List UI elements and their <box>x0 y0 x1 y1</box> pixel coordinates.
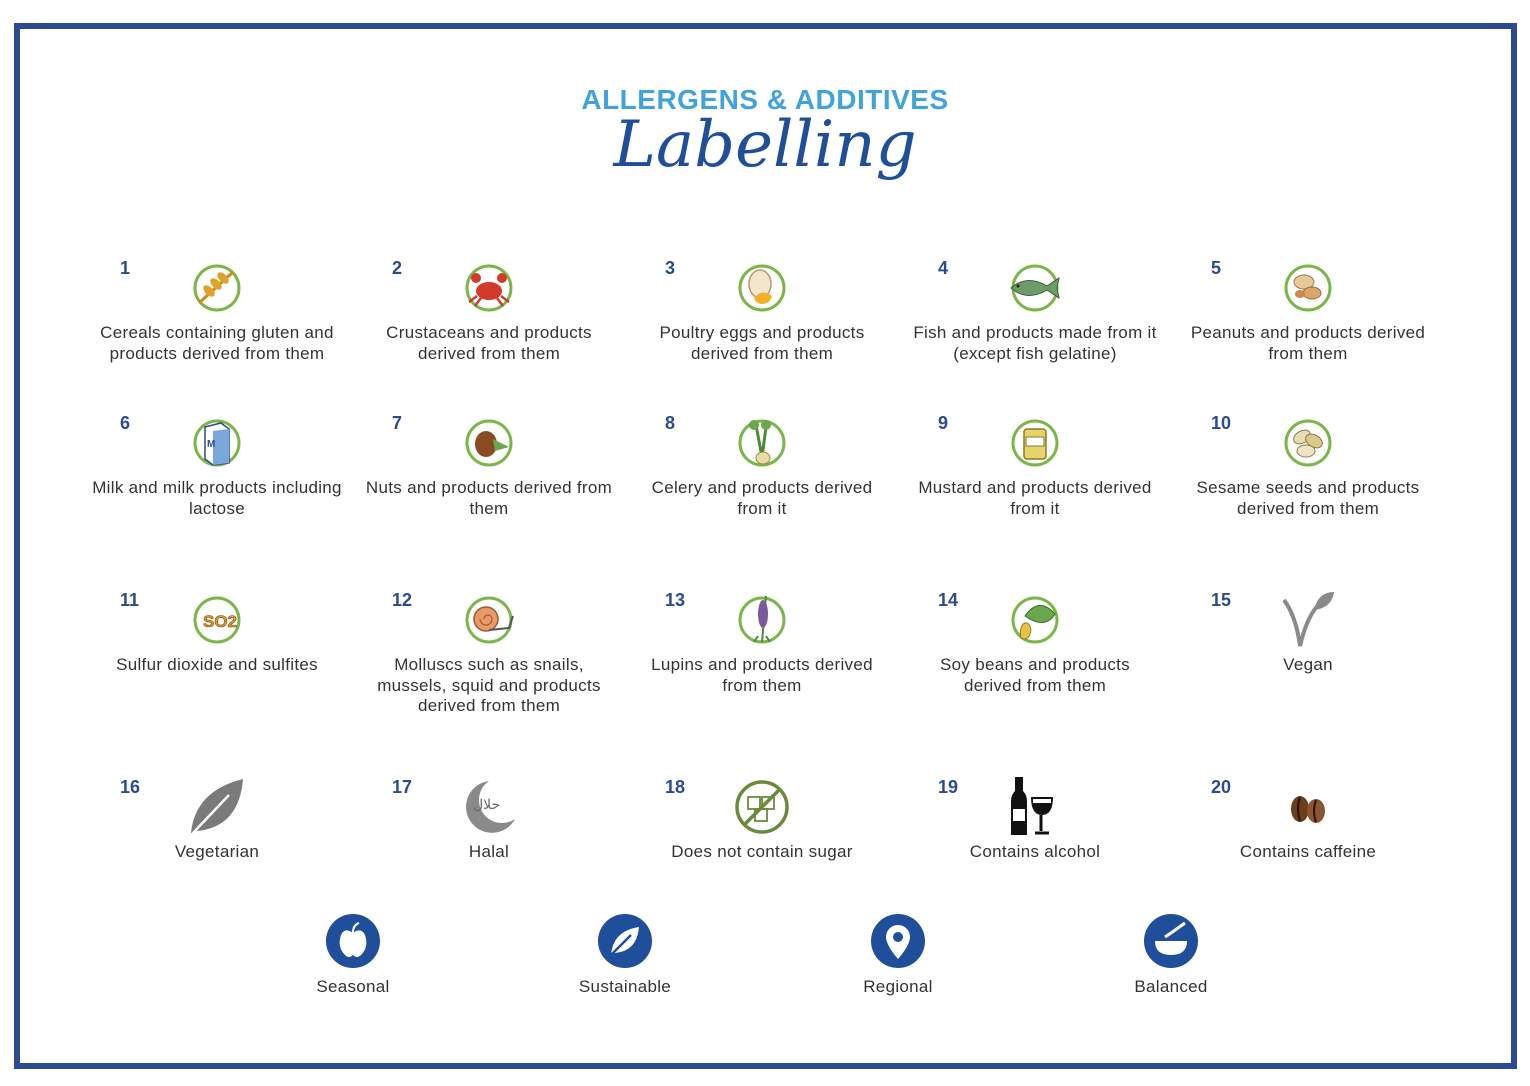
item-label: Crustaceans and products derived from them <box>386 323 592 363</box>
coffee-beans-icon <box>1278 777 1338 837</box>
item-label: Celery and products derived from it <box>651 478 873 518</box>
title-script: Labelling <box>613 108 917 182</box>
bottle-glass-icon <box>1005 777 1065 837</box>
item-number: 17 <box>392 777 413 797</box>
item-number: 16 <box>120 777 141 797</box>
item-label: Sulfur dioxide and sulfites <box>116 655 318 674</box>
item-number: 8 <box>665 413 676 433</box>
bowl-check-icon <box>1143 913 1199 969</box>
item-label: Mustard and products derived from it <box>918 478 1152 518</box>
title-top: ALLERGENS & ADDITIVES <box>581 84 949 115</box>
item-number: 18 <box>665 777 686 797</box>
crab-icon <box>459 258 519 318</box>
badge-label: Sustainable <box>578 977 672 996</box>
milk-carton-icon <box>187 413 247 473</box>
wheat-icon <box>187 258 247 318</box>
item-number: 7 <box>392 413 403 433</box>
item-number: 19 <box>938 777 959 797</box>
so2-icon <box>187 590 247 650</box>
item-number: 11 <box>120 590 140 610</box>
item-number: 13 <box>665 590 686 610</box>
item-label: Contains alcohol <box>969 842 1101 861</box>
item-label: Fish and products made from it (except fish gelatine) <box>913 323 1157 363</box>
item-number: 3 <box>665 258 676 278</box>
badge-label: Seasonal <box>316 977 390 996</box>
item-number: 20 <box>1211 777 1232 797</box>
item-number: 4 <box>938 258 949 278</box>
item-label: Halal <box>468 842 510 861</box>
halal-icon-text: حلال <box>473 797 501 813</box>
soy-bean-icon <box>1005 590 1065 650</box>
map-pin-icon <box>870 913 926 969</box>
snail-icon <box>459 590 519 650</box>
apple-icon <box>325 913 381 969</box>
item-label: Peanuts and products derived from them <box>1190 323 1426 363</box>
badge-label: Balanced <box>1134 977 1208 996</box>
item-number: 1 <box>120 258 131 278</box>
item-label: Poultry eggs and products derived from them <box>659 323 865 363</box>
item-number: 5 <box>1211 258 1222 278</box>
item-number: 9 <box>938 413 949 433</box>
egg-icon <box>732 258 792 318</box>
vegan-v-icon <box>1278 590 1338 650</box>
item-label: Sesame seeds and products derived from them <box>1196 478 1420 518</box>
celery-icon <box>732 413 792 473</box>
peanut-icon <box>1278 258 1338 318</box>
leaf-icon <box>597 913 653 969</box>
item-label: Does not contain sugar <box>671 842 853 861</box>
item-number: 10 <box>1211 413 1232 433</box>
item-label: Molluscs such as snails, mussels, squid and products derived from them <box>377 655 601 715</box>
halal-crescent-icon <box>459 777 519 837</box>
fish-icon <box>1005 258 1065 318</box>
item-number: 12 <box>392 590 413 610</box>
item-label: Cereals containing gluten and products derived from them <box>100 323 334 363</box>
leaf-icon <box>187 777 247 837</box>
lupin-icon <box>732 590 792 650</box>
badge-label: Regional <box>863 977 933 996</box>
item-number: 15 <box>1211 590 1232 610</box>
hazelnut-icon <box>459 413 519 473</box>
mustard-jar-icon <box>1005 413 1065 473</box>
sesame-seeds-icon <box>1278 413 1338 473</box>
item-label: Soy beans and products derived from them <box>940 655 1130 695</box>
item-number: 2 <box>392 258 403 278</box>
no-sugar-icon <box>732 777 792 837</box>
item-label: Contains caffeine <box>1239 842 1377 861</box>
svg-text:M: M <box>207 439 216 450</box>
item-label: Lupins and products derived from them <box>651 655 873 695</box>
item-number: 6 <box>120 413 131 433</box>
item-label: Vegan <box>1283 655 1333 674</box>
item-label: Nuts and products derived from them <box>365 478 613 518</box>
so2-icon-text: SO2 <box>203 612 238 631</box>
item-label: Vegetarian <box>174 842 260 861</box>
item-label: Milk and milk products including lactose <box>92 478 342 518</box>
item-number: 14 <box>938 590 959 610</box>
